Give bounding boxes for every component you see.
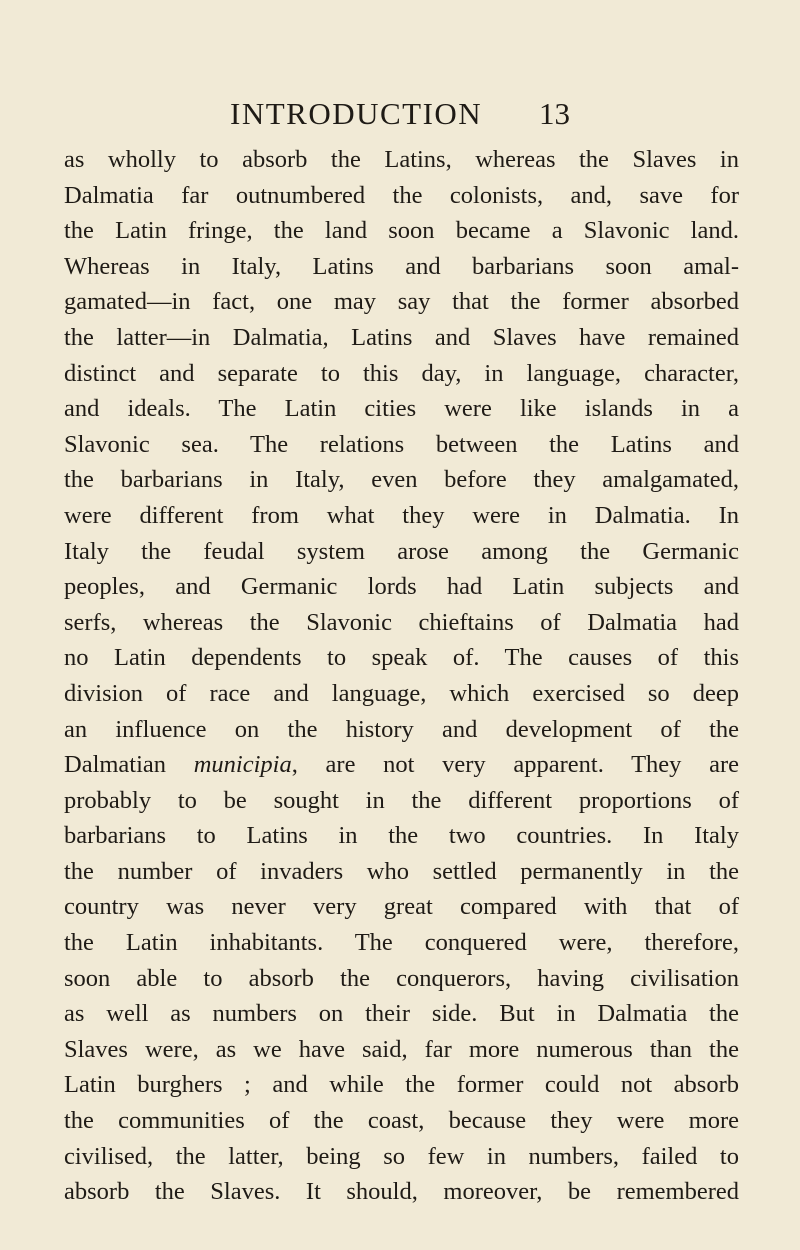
text-line: and ideals. The Latin cities were like islands in a xyxy=(64,395,739,423)
text-line: the Latin inhabitants. The conquered were, therefore, xyxy=(64,929,739,957)
text-line: the barbarians in Italy, even before they amalgamated, xyxy=(64,466,739,494)
text-line: the latter—in Dalmatia, Latins and Slaves have remained xyxy=(64,323,739,351)
text-line: Dalmatia far outnumbered the colonists, and, save for xyxy=(64,181,739,209)
italic-term: municipia xyxy=(193,751,292,779)
line-segment: , are not very apparent. They are xyxy=(291,751,739,779)
text-line: the number of invaders who settled permanently in the xyxy=(64,857,739,885)
text-line: Italy the feudal system arose among the Germanic xyxy=(64,537,739,565)
text-line-with-italic xyxy=(64,747,739,783)
text-line: barbarians to Latins in the two countries. In Italy xyxy=(64,822,739,850)
text-line: absorb the Slaves. It should, moreover, be remembered xyxy=(64,1178,739,1206)
line-segment: Dalmatian xyxy=(64,751,194,779)
text-line: soon able to absorb the conquerors, having civilisation xyxy=(64,964,739,992)
text-line: the Latin fringe, the land soon became a Slavonic land. xyxy=(64,217,739,245)
text-line: gamated—in fact, one may say that the former absorbed xyxy=(64,288,739,316)
page-number: 13 xyxy=(539,96,570,131)
text-line: an influence on the history and development of the xyxy=(64,715,739,743)
text-line: Latin burghers ; and while the former could not absorb xyxy=(64,1071,739,1099)
text-line: Slavonic sea. The relations between the Latins and xyxy=(64,430,739,458)
text-line: as well as numbers on their side. But in Dalmatia the xyxy=(64,1000,739,1028)
text-line: serfs, whereas the Slavonic chieftains of Dalmatia had xyxy=(64,608,739,636)
text-line: division of race and language, which exercised so deep xyxy=(64,679,739,707)
running-title: INTRODUCTION xyxy=(230,96,483,131)
text-line: Whereas in Italy, Latins and barbarians soon amal- xyxy=(64,252,739,280)
body-text xyxy=(64,142,739,1210)
text-line: as wholly to absorb the Latins, whereas the Slaves in xyxy=(64,146,739,173)
running-head xyxy=(0,94,800,134)
text-line: peoples, and Germanic lords had Latin subjects and xyxy=(64,573,739,601)
text-line: no Latin dependents to speak of. The causes of this xyxy=(64,644,739,672)
text-line: were different from what they were in Dalmatia. In xyxy=(64,501,739,529)
text-line: probably to be sought in the different proportions of xyxy=(64,786,739,814)
text-line: distinct and separate to this day, in language, character, xyxy=(64,359,739,387)
text-line: Slaves were, as we have said, far more numerous than the xyxy=(64,1035,739,1063)
text-line: civilised, the latter, being so few in numbers, failed to xyxy=(64,1142,739,1170)
text-line: the communities of the coast, because they were more xyxy=(64,1107,739,1135)
text-line: country was never very great compared with that of xyxy=(64,893,739,921)
